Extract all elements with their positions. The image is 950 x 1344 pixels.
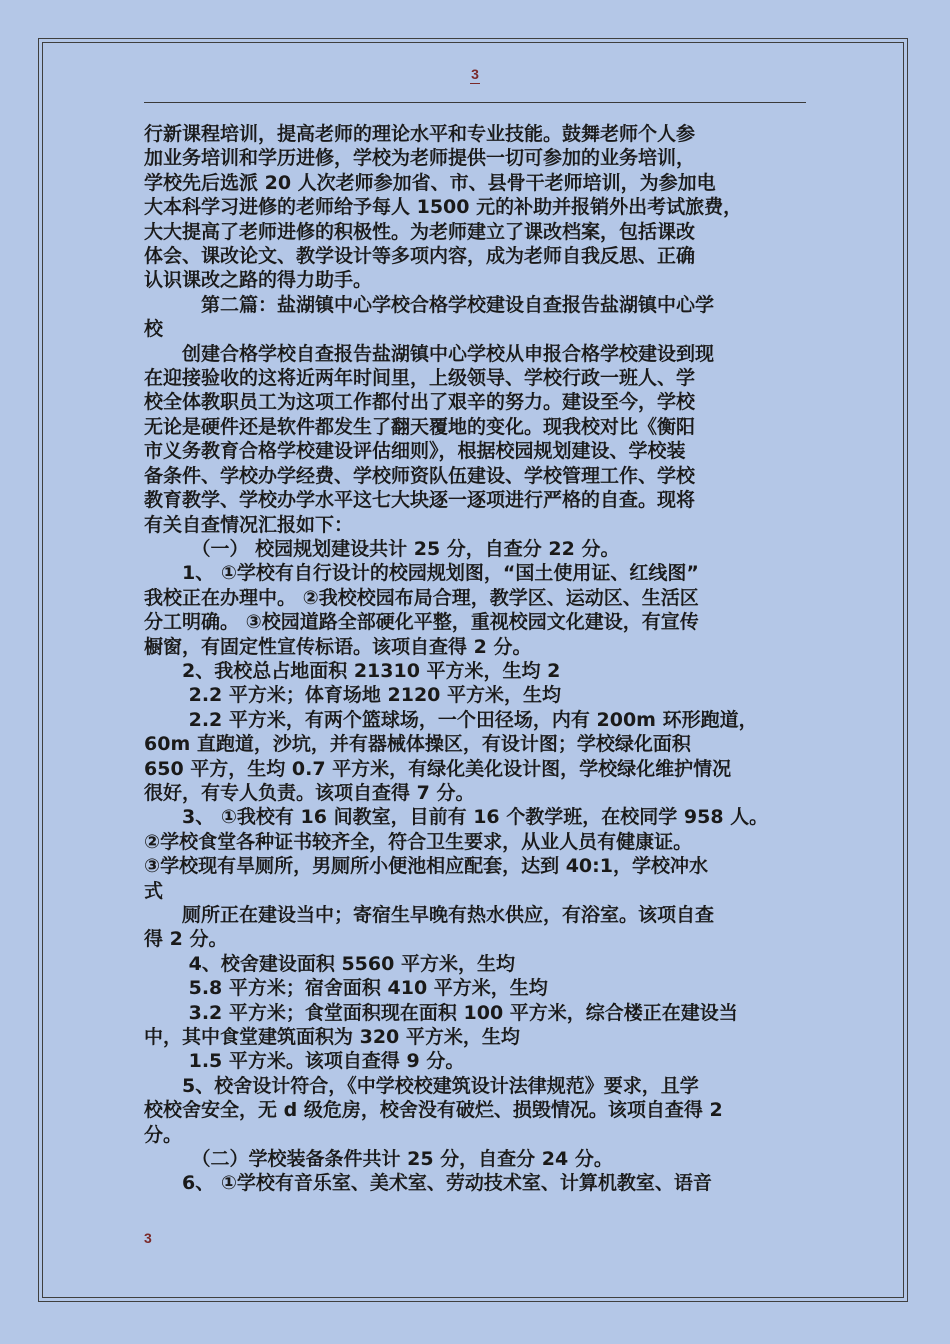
body-line: 大本科学习进修的老师给予每人 1500 元的补助并报销外出考试旅费， (144, 196, 743, 219)
body-line: 体会、课改论文、教学设计等多项内容，成为老师自我反思、正确 (144, 245, 696, 268)
body-line: 3、 ①我校有 16 间教室，目前有 16 个教学班，在校同学 958 人。 (144, 806, 769, 829)
body-line: 校 (144, 318, 164, 341)
body-line: 3.2 平方米；食堂面积现在面积 100 平方米，综合楼正在建设当 (144, 1001, 738, 1024)
body-line: 备条件、学校办学经费、学校师资队伍建设、学校管理工作、学校 (144, 464, 696, 487)
document-body (144, 122, 810, 1196)
body-line: 大大提高了老师进修的积极性。为老师建立了课改档案，包括课改 (144, 220, 696, 243)
body-line: 式 (144, 879, 164, 902)
body-line: ③学校现有旱厕所，男厕所小便池相应配套，达到 40:1，学校冲水 (144, 855, 708, 878)
body-line: （一） 校园规划建设共计 25 分，自查分 22 分。 (144, 537, 620, 560)
body-line: 很好，有专人负责。该项自查得 7 分。 (144, 781, 475, 804)
body-line: ②学校食堂各种证书较齐全，符合卫生要求，从业人员有健康证。 (144, 830, 693, 853)
body-line: 分工明确。 ③校园道路全部硬化平整，重视校园文化建设，有宣传 (144, 611, 699, 634)
header-divider (144, 102, 806, 103)
body-line: 650 平方，生均 0.7 平方米，有绿化美化设计图，学校绿化维护情况 (144, 757, 732, 780)
body-line: 创建合格学校自查报告盐湖镇中心学校从申报合格学校建设到现 (144, 342, 715, 365)
body-line: 5、校舍设计符合，《中学校校建筑设计法律规范》要求，且学 (144, 1074, 699, 1097)
body-line: 教育教学、学校办学水平这七大块逐一逐项进行严格的自查。现将 (144, 489, 696, 512)
body-line: 有关自查情况汇报如下： (144, 513, 354, 536)
body-line: 行新课程培训，提高老师的理论水平和专业技能。鼓舞老师个人参 (144, 123, 696, 145)
body-line: 得 2 分。 (144, 928, 228, 951)
body-line: 6、 ①学校有音乐室、美术室、劳动技术室、计算机教室、语音 (144, 1172, 712, 1195)
body-line: 学校先后选派 20 人次老师参加省、市、县骨干老师培训，为参加电 (144, 171, 716, 194)
body-line: 橱窗，有固定性宣传标语。该项自查得 2 分。 (144, 635, 532, 658)
body-line: （二）学校装备条件共计 25 分，自查分 24 分。 (144, 1148, 613, 1171)
header-page-number (0, 66, 950, 82)
body-line: 2.2 平方米，有两个篮球场，一个田径场，内有 200m 环形跑道， (144, 708, 758, 731)
body-line: 2、我校总占地面积 21310 平方米，生均 2 (144, 659, 561, 682)
body-line: 4、校舍建设面积 5560 平方米，生均 (144, 952, 515, 975)
body-line: 加业务培训和学历进修，学校为老师提供一切可参加的业务培训， (144, 147, 696, 170)
body-line: 在迎接验收的这将近两年时间里，上级领导、学校行政一班人、学 (144, 367, 696, 390)
body-line: 校校舍安全，无 d 级危房，校舍没有破烂、损毁情况。该项自查得 2 (144, 1099, 723, 1122)
body-line: 市义务教育合格学校建设评估细则》，根据校园规划建设、学校装 (144, 440, 686, 463)
body-line: 1.5 平方米。该项自查得 9 分。 (144, 1050, 465, 1073)
body-line: 认识课改之路的得力助手。 (144, 269, 373, 292)
header-page-number-text: 3 (471, 66, 479, 82)
body-line: 5.8 平方米；宿舍面积 410 平方米，生均 (144, 977, 548, 1000)
body-line: 我校正在办理中。 ②我校校园布局合理，教学区、运动区、生活区 (144, 586, 699, 609)
body-line: 中，其中食堂建筑面积为 320 平方米，生均 (144, 1026, 520, 1049)
body-line: 60m 直跑道，沙坑，并有器械体操区，有设计图；学校绿化面积 (144, 733, 691, 756)
body-line: 分。 (144, 1123, 183, 1146)
body-line: 第二篇：盐湖镇中心学校合格学校建设自查报告盐湖镇中心学 (144, 293, 715, 316)
body-line: 校全体教职员工为这项工作都付出了艰辛的努力。建设至今，学校 (144, 391, 696, 414)
body-line: 1、 ①学校有自行设计的校园规划图，“国土使用证、红线图” (144, 562, 699, 585)
body-line: 2.2 平方米；体育场地 2120 平方米，生均 (144, 684, 561, 707)
body-line: 厕所正在建设当中；寄宿生早晚有热水供应，有浴室。该项自查 (144, 904, 715, 926)
footer-page-number: 3 (144, 1230, 152, 1246)
body-line: 无论是硬件还是软件都发生了翻天覆地的变化。现我校对比《衡阳 (144, 415, 696, 438)
